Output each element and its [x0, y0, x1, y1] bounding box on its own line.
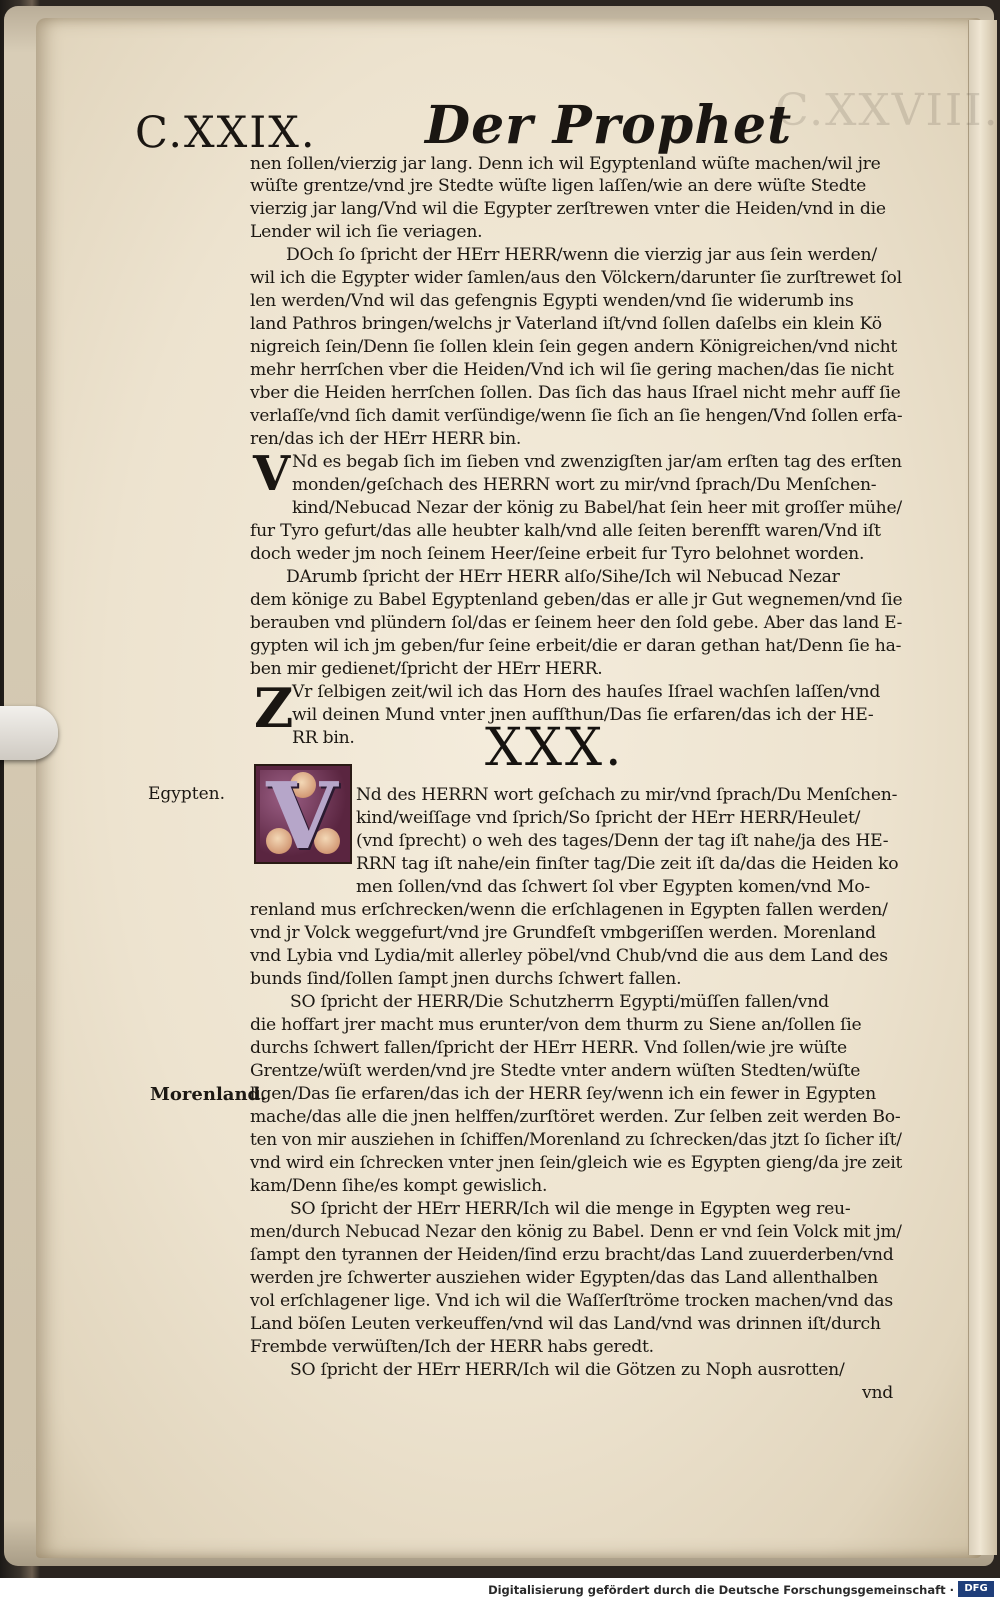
drop-initial: V [253, 446, 291, 502]
text-line: die hoffart jrer macht mus erunter/von dem thurm zu Siene an/ſollen ſie [250, 1015, 862, 1035]
margin-note: Morenland. [150, 1084, 267, 1105]
text-line: DArumb ſpricht der HErr HERR alſo/Sihe/Ich wil Nebucad Nezar [286, 567, 840, 587]
text-line: Vr ſelbigen zeit/wil ich das Horn des hauſes Iſrael wachſen laſſen/vnd [292, 682, 881, 702]
text-line: Nd des HERRN wort geſchach zu mir/vnd ſprach/Du Menſchen- [356, 785, 898, 805]
text-line: vnd wird ein ſchrecken vnter jnen ſein/gleich wie es Egypten gieng/da jre zeit [250, 1153, 903, 1173]
text-line: SO ſpricht der HERR/Die Schutzherrn Egypti/müſſen fallen/vnd [290, 992, 829, 1012]
text-line: vol erſchlagener lige. Vnd ich wil die Waſſerſtröme trocken machen/vnd das [250, 1291, 893, 1311]
text-line: Land böſen Leuten verkeuffen/vnd wil das Land/vnd was drinnen iſt/durch [250, 1314, 881, 1334]
text-line: ten von mir ausziehen in ſchiffen/Morenland zu ſchrecken/das jtzt ſo ſicher iſt/ [250, 1130, 902, 1150]
text-line: (vnd ſprecht) o weh des tages/Denn der tag iſt nahe/ja des HE- [356, 831, 889, 851]
text-line: RRN tag iſt nahe/ein finſter tag/Die zeit iſt da/das die Heiden ko [356, 854, 899, 874]
text-line: Lender wil ich ſie veriagen. [250, 222, 483, 242]
margin-note: Egypten. [148, 784, 226, 804]
text-line: doch weder jm noch ſeinem Heer/ſeine erbeit fur Tyro belohnet worden. [250, 544, 865, 564]
text-line: vierzig jar lang/Vnd wil die Egypter zerſtrewen vnter die Heiden/vnd in die [250, 199, 886, 219]
text-line: wüſte grentze/vnd jre Stedte wüſte ligen laſſen/wie an dere wüſte Stedte [250, 176, 867, 196]
chapter-heading: XXX. [485, 718, 625, 778]
text-line: vnd Lybia vnd Lydia/mit allerley pöbel/vnd Chub/vnd die aus dem Land des [250, 946, 888, 966]
bleed-through-header: C.XXVIII. [775, 85, 1000, 136]
chapter-number-header: C.XXIX. [135, 108, 317, 158]
text-line: men ſollen/vnd das ſchwert ſol vber Egypten komen/vnd Mo- [356, 877, 870, 897]
illuminated-letter: V [266, 762, 338, 870]
drop-initial: Z [254, 676, 294, 740]
text-line: dem könige zu Babel Egyptenland geben/das er alle jr Gut wegnemen/vnd ſie [250, 590, 903, 610]
text-line: monden/geſchach des HERRN wort zu mir/vnd ſprach/Du Menſchen- [292, 475, 877, 495]
text-line: RR bin. [292, 728, 355, 748]
text-line: wil ich die Egypter wider ſamlen/aus den Völckern/darunter ſie zurſtrewet ſol [250, 268, 902, 288]
page-clamp [0, 706, 58, 760]
text-line: DOch ſo ſpricht der HErr HERR/wenn die vierzig jar aus ſein werden/ [286, 245, 877, 265]
text-line: mehr herrſchen vber die Heiden/Vnd ich wil ſie gering machen/das ſie nicht [250, 360, 894, 380]
next-page-edge [968, 20, 997, 1555]
text-line: Nd es begab ſich im ſieben vnd zwenzigſten jar/am erſten tag des erſten [292, 452, 902, 472]
illuminated-initial [254, 762, 352, 870]
text-line: SO ſpricht der HErr HERR/Ich wil die menge in Egypten weg reu- [290, 1199, 851, 1219]
text-line: werden jre ſchwerter ausziehen wider Egypten/das das Land allenthalben [250, 1268, 879, 1288]
text-line: SO ſpricht der HErr HERR/Ich wil die Götzen zu Noph ausrotten/ [290, 1360, 845, 1380]
text-line: vber die Heiden herrſchen ſollen. Das ſich das haus Iſrael nicht mehr auff ſie [250, 383, 901, 403]
text-line: Frembde verwüſten/Ich der HERR habs geredt. [250, 1337, 654, 1357]
text-line: land Pathros bringen/welchs jr Vaterland iſt/vnd ſollen daſelbs ein klein Kö [250, 314, 882, 334]
text-line: kind/Nebucad Nezar der könig zu Babel/hat ſein heer mit groſſer mühe/ [292, 498, 902, 518]
text-line: durchs ſchwert fallen/ſpricht der HErr HERR. Vnd ſollen/wie jre wüſte [250, 1038, 847, 1058]
text-line: mache/das alle die jnen helffen/zurſtöret werden. Zur ſelben zeit werden Bo- [250, 1107, 901, 1127]
footer-credit: Digitalisierung gefördert durch die Deutsche Forschungsgemeinschaft · [488, 1583, 954, 1597]
text-line: len werden/Vnd wil das gefengnis Egypti wenden/vnd ſie widerumb ins [250, 291, 854, 311]
text-line: fur Tyro gefurt/das alle heubter kalh/vnd alle ſeiten berenfft waren/Vnd iſt [250, 521, 881, 541]
text-line: Grentze/wüſt werden/vnd jre Stedte vnter andern wüſten Stedten/wüſte [250, 1061, 861, 1081]
text-line: ligen/Das ſie erfaren/das ich der HERR ſey/wenn ich ein fewer in Egypten [250, 1084, 876, 1104]
text-line: nigreich ſein/Denn ſie ſollen klein ſein gegen andern Königreichen/vnd nicht [250, 337, 898, 357]
text-line: berauben vnd plündern ſol/das er ſeinem heer den ſold gebe. Aber das land E- [250, 613, 903, 633]
text-line: bunds ſind/ſollen ſampt jnen durchs ſchwert fallen. [250, 969, 682, 989]
text-line: ben mir gedienet/ſpricht der HErr HERR. [250, 659, 603, 679]
text-line: vnd jr Volck weggefurt/vnd jre Grundfeſt vmbgeriſſen werden. Morenland [250, 923, 876, 943]
page-title: Der Prophet [425, 95, 793, 156]
text-line: renland mus erſchrecken/wenn die erſchlagenen in Egypten fallen werden/ [250, 900, 888, 920]
text-line: nen ſollen/vierzig jar lang. Denn ich wil Egyptenland wüſte machen/wil jre [250, 154, 881, 174]
text-line: gypten wil ich jm geben/fur ſeine erbeit/die er daran gethan hat/Denn ſie ha- [250, 636, 902, 656]
text-line: kind/weiſſage vnd ſprich/So ſpricht der HErr HERR/Heulet/ [356, 808, 861, 828]
text-line: ren/das ich der HErr HERR bin. [250, 429, 522, 449]
text-line: verlaſſe/vnd ſich damit verſündige/wenn ſie ſich an ſie hengen/Vnd ſollen erfa- [250, 406, 903, 426]
text-line: vnd [862, 1383, 894, 1403]
text-line: kam/Denn ſihe/es kompt gewislich. [250, 1176, 548, 1196]
text-line: men/durch Nebucad Nezar den könig zu Babel. Denn er vnd ſein Volck mit jm/ [250, 1222, 902, 1242]
text-line: ſampt den tyrannen der Heiden/ſind erzu bracht/das Land zuuerderben/vnd [250, 1245, 894, 1265]
text-line: wil deinen Mund vnter jnen aufſthun/Das ſie erfaren/das ich der HE- [292, 705, 874, 725]
dfg-logo: DFG [958, 1581, 994, 1597]
